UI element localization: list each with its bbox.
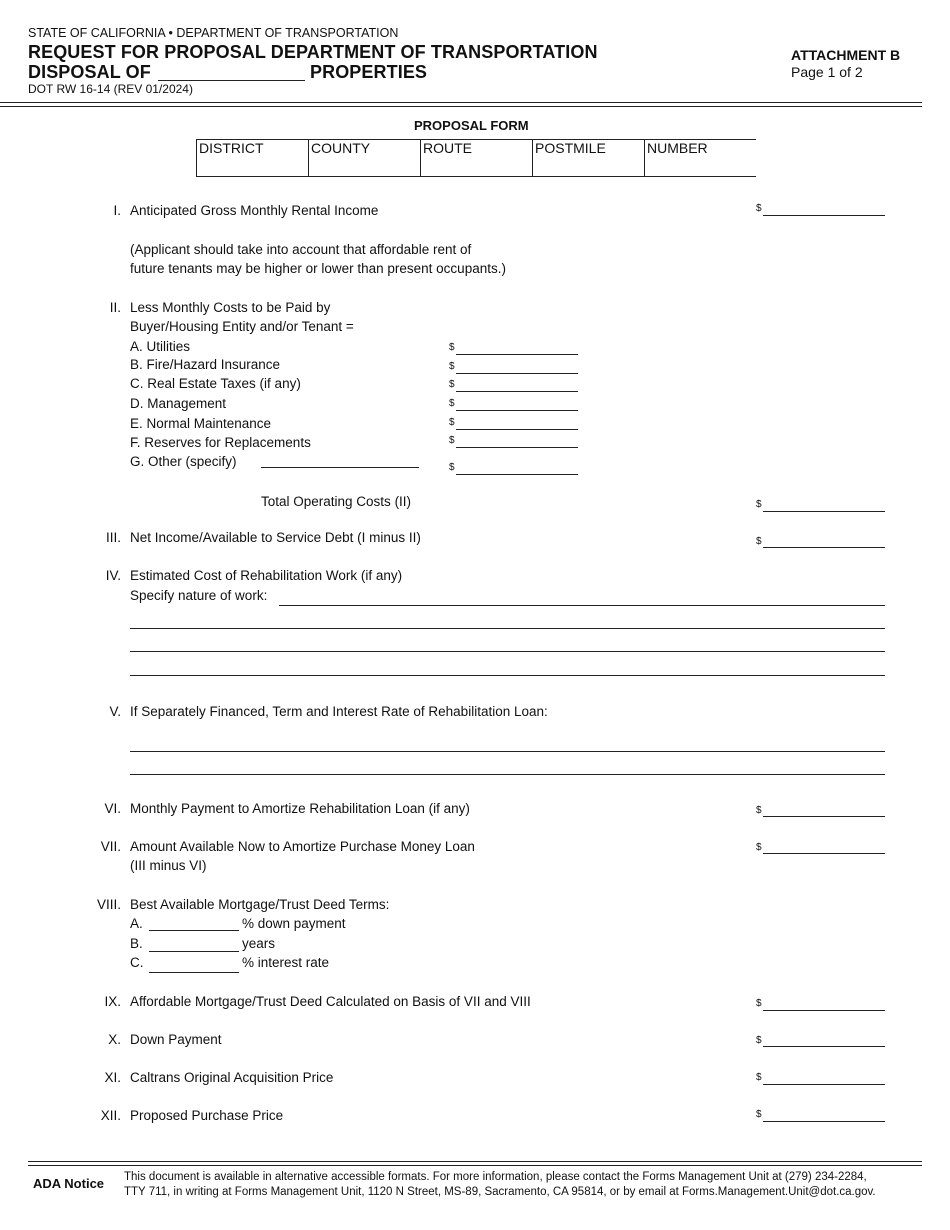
item-x-amount-field[interactable] bbox=[763, 1046, 885, 1047]
down-payment-percent-field[interactable] bbox=[149, 930, 239, 931]
item-vii-number: VII. bbox=[100, 839, 121, 854]
form-code: DOT RW 16-14 (REV 01/2024) bbox=[28, 82, 193, 96]
form-title-line2a: DISPOSAL OF bbox=[28, 62, 151, 82]
interest-rate-field[interactable] bbox=[149, 972, 239, 973]
item-v-number: V. bbox=[109, 704, 121, 719]
item-ix-amount-field[interactable] bbox=[763, 1010, 885, 1011]
item-viii-label: Best Available Mortgage/Trust Deed Terms: bbox=[130, 897, 390, 912]
item-vii-dollar: $ bbox=[756, 842, 762, 853]
attachment-label: ATTACHMENT B bbox=[791, 47, 901, 63]
county-label: COUNTY bbox=[311, 140, 371, 156]
item-xii-amount-field[interactable] bbox=[763, 1121, 885, 1122]
item-iv-label: Estimated Cost of Rehabilitation Work (if any) bbox=[130, 568, 403, 583]
item-ix-number: IX. bbox=[104, 994, 121, 1009]
term-b-suffix: years bbox=[242, 936, 276, 951]
other-amount-field[interactable] bbox=[456, 474, 578, 475]
item-iii-dollar: $ bbox=[756, 536, 762, 547]
number-cell[interactable] bbox=[644, 140, 756, 176]
work-description-line-4[interactable] bbox=[130, 675, 885, 676]
form-title-line1: REQUEST FOR PROPOSAL DEPARTMENT OF TRANSPORTATION bbox=[28, 42, 598, 62]
item-ix-dollar: $ bbox=[756, 998, 762, 1009]
item-iii-number: III. bbox=[105, 530, 121, 545]
number-label: NUMBER bbox=[647, 140, 708, 156]
total-operating-costs-label: Total Operating Costs (II) bbox=[261, 494, 412, 509]
other-label: G. Other (specify) bbox=[130, 454, 237, 469]
item-xi-amount-field[interactable] bbox=[763, 1084, 885, 1085]
item-xi-dollar: $ bbox=[756, 1072, 762, 1083]
other-specify-field[interactable] bbox=[261, 467, 419, 468]
item-i-amount-field[interactable] bbox=[763, 215, 885, 216]
district-label: DISTRICT bbox=[199, 140, 264, 156]
item-vi-number: VI. bbox=[104, 801, 121, 816]
district-cell[interactable] bbox=[196, 140, 308, 176]
ada-notice-line2: TTY 711, in writing at Forms Management Unit, 1120 N Street, MS-89, Sacramento, CA 95814, or by email at Forms.Management.Unit@dot.ca.gov. bbox=[124, 1186, 876, 1198]
loan-terms-line-2[interactable] bbox=[130, 774, 885, 775]
item-i-note-line2: future tenants may be higher or lower than present occupants.) bbox=[130, 261, 506, 276]
county-cell[interactable] bbox=[308, 140, 420, 176]
item-iv-number: IV. bbox=[105, 568, 121, 583]
taxes-dollar: $ bbox=[449, 379, 455, 390]
footer-divider-2 bbox=[28, 1165, 922, 1166]
insurance-dollar: $ bbox=[449, 361, 455, 372]
item-i-label: Anticipated Gross Monthly Rental Income bbox=[130, 203, 379, 218]
item-ii-label-line2: Buyer/Housing Entity and/or Tenant = bbox=[130, 319, 354, 334]
reserves-amount-field[interactable] bbox=[456, 447, 578, 448]
utilities-amount-field[interactable] bbox=[456, 354, 578, 355]
maintenance-dollar: $ bbox=[449, 417, 455, 428]
item-x-dollar: $ bbox=[756, 1035, 762, 1046]
item-i-dollar: $ bbox=[756, 203, 762, 214]
taxes-label: C. Real Estate Taxes (if any) bbox=[130, 376, 301, 391]
total-operating-dollar: $ bbox=[756, 499, 762, 510]
other-dollar: $ bbox=[449, 462, 455, 473]
item-ix-label: Affordable Mortgage/Trust Deed Calculated on Basis of VII and VIII bbox=[130, 994, 531, 1009]
item-x-label: Down Payment bbox=[130, 1032, 222, 1047]
route-cell[interactable] bbox=[420, 140, 532, 176]
item-viii-number: VIII. bbox=[96, 897, 121, 912]
management-dollar: $ bbox=[449, 398, 455, 409]
item-iii-label: Net Income/Available to Service Debt (I minus II) bbox=[130, 530, 421, 545]
item-xii-number: XII. bbox=[100, 1108, 121, 1123]
loan-terms-line-1[interactable] bbox=[130, 751, 885, 752]
item-x-number: X. bbox=[108, 1032, 121, 1047]
disposal-of-field[interactable] bbox=[158, 80, 305, 81]
header-divider-2 bbox=[0, 106, 922, 107]
term-b-letter: B. bbox=[130, 936, 143, 951]
postmile-cell[interactable] bbox=[532, 140, 644, 176]
term-a-suffix: % down payment bbox=[242, 916, 346, 931]
management-label: D. Management bbox=[130, 396, 227, 411]
work-description-line-1[interactable] bbox=[279, 605, 885, 606]
term-c-letter: C. bbox=[130, 955, 144, 970]
item-xi-label: Caltrans Original Acquisition Price bbox=[130, 1070, 334, 1085]
years-field[interactable] bbox=[149, 951, 239, 952]
item-v-label: If Separately Financed, Term and Interest Rate of Rehabilitation Loan: bbox=[130, 704, 548, 719]
item-vi-amount-field[interactable] bbox=[763, 816, 885, 817]
total-operating-amount-field[interactable] bbox=[763, 511, 885, 512]
management-amount-field[interactable] bbox=[456, 410, 578, 411]
utilities-dollar: $ bbox=[449, 342, 455, 353]
ada-notice-line1: This document is available in alternative accessible formats. For more information, please contact the Forms Management Unit at (279) 234-2284, bbox=[124, 1171, 867, 1183]
reserves-dollar: $ bbox=[449, 435, 455, 446]
item-iii-amount-field[interactable] bbox=[763, 547, 885, 548]
item-i-note-line1: (Applicant should take into account that affordable rent of bbox=[130, 242, 472, 257]
ada-notice-label: ADA Notice bbox=[33, 1176, 105, 1191]
maintenance-label: E. Normal Maintenance bbox=[130, 416, 272, 431]
work-description-line-2[interactable] bbox=[130, 628, 885, 629]
maintenance-amount-field[interactable] bbox=[456, 429, 578, 430]
insurance-amount-field[interactable] bbox=[456, 373, 578, 374]
item-xii-dollar: $ bbox=[756, 1109, 762, 1120]
item-vii-label-line2: (III minus VI) bbox=[130, 858, 207, 873]
work-description-line-3[interactable] bbox=[130, 651, 885, 652]
item-ii-number: II. bbox=[109, 300, 121, 315]
item-vi-dollar: $ bbox=[756, 805, 762, 816]
utilities-label: A. Utilities bbox=[130, 339, 191, 354]
grid-bottom-line bbox=[196, 176, 756, 177]
item-ii-label-line1: Less Monthly Costs to be Paid by bbox=[130, 300, 331, 315]
agency-line: STATE OF CALIFORNIA • DEPARTMENT OF TRANSPORTATION bbox=[28, 26, 399, 40]
term-a-letter: A. bbox=[130, 916, 143, 931]
item-vii-amount-field[interactable] bbox=[763, 853, 885, 854]
term-c-suffix: % interest rate bbox=[242, 955, 330, 970]
form-title-line2b: PROPERTIES bbox=[310, 62, 428, 82]
item-i-number: I. bbox=[113, 203, 121, 218]
taxes-amount-field[interactable] bbox=[456, 391, 578, 392]
route-label: ROUTE bbox=[423, 140, 472, 156]
item-xi-number: XI. bbox=[104, 1070, 121, 1085]
reserves-label: F. Reserves for Replacements bbox=[130, 435, 311, 450]
insurance-label: B. Fire/Hazard Insurance bbox=[130, 357, 281, 372]
header-divider-1 bbox=[0, 102, 922, 103]
item-vii-label-line1: Amount Available Now to Amortize Purchase Money Loan bbox=[130, 839, 475, 854]
page-indicator: Page 1 of 2 bbox=[791, 64, 863, 80]
specify-work-label: Specify nature of work: bbox=[130, 588, 268, 603]
item-vi-label: Monthly Payment to Amortize Rehabilitation Loan (if any) bbox=[130, 801, 470, 816]
proposal-form-title: PROPOSAL FORM bbox=[414, 118, 529, 133]
item-xii-label: Proposed Purchase Price bbox=[130, 1108, 284, 1123]
postmile-label: POSTMILE bbox=[535, 140, 606, 156]
footer-divider-1 bbox=[28, 1161, 922, 1162]
